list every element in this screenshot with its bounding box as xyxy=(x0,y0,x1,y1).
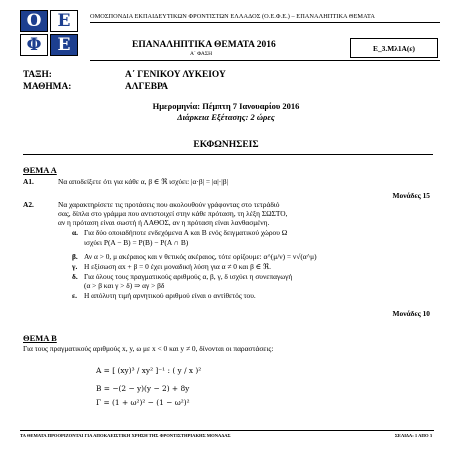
logo-letter: Ε xyxy=(50,10,78,32)
item-text: Για όλους τους πραγματικούς αριθμούς α, β, γ, δ ισχύει η συνεπαγωγή xyxy=(84,272,293,281)
item-text: ισχύει P(A − B) = P(B) − P(A ∩ B) xyxy=(84,238,189,247)
expression-b: B = −(2 − y)(y − 2) + 8y xyxy=(96,384,190,393)
question-a1-label: Α1. xyxy=(23,177,34,186)
question-a2-label: Α2. xyxy=(23,200,34,209)
item-label: α. xyxy=(72,228,78,237)
section-heading: ΕΚΦΩΝΗΣΕΙΣ xyxy=(193,140,259,150)
logo-letter: Ο xyxy=(20,10,48,32)
item-label: δ. xyxy=(72,272,78,281)
subject-label: ΜΑΘΗΜΑ: xyxy=(23,82,72,92)
item-text: Για δύο οποιαδήποτε ενδεχόμενα Α και Β ενός δειγματικού χώρου Ω xyxy=(84,228,288,237)
logo-letter: Ε xyxy=(50,34,78,56)
theme-b-intro: Για τους πραγματικούς αριθμούς x, y, ω με x < 0 και y ≠ 0, δίνονται οι παραστάσεις: xyxy=(23,344,274,353)
heading-divider xyxy=(23,154,433,155)
subject-value: ΑΛΓΕΒΡΑ xyxy=(125,82,169,92)
footer-divider xyxy=(20,430,434,431)
exam-phase: Α΄ ΦΑΣΗ xyxy=(190,51,213,57)
question-a2-line: Να χαρακτηρίσετε τις προτάσεις που ακολουθούν γράφοντας στο τετράδιό xyxy=(58,200,280,209)
question-a2-line: αν η πρόταση είναι σωστή ή ΛΑΘΟΣ, αν η πρόταση είναι λανθασμένη. xyxy=(58,218,270,227)
question-a1-text: Να αποδείξετε ότι για κάθε α, β ∈ ℜ ισχύει: |α·β| = |α|·|β| xyxy=(58,177,228,186)
header-divider xyxy=(90,22,440,23)
exam-duration: Διάρκεια Εξέτασης: 2 ώρες xyxy=(177,112,275,122)
title-divider xyxy=(90,60,440,61)
expression-a: A = [ (xy)³ / xy² ]⁻¹ : ( y / x )² xyxy=(96,366,202,375)
theme-a-title: ΘΕΜΑ Α xyxy=(23,165,57,175)
oefe-logo xyxy=(20,10,84,60)
item-label: β. xyxy=(72,252,78,261)
item-text: Αν α > 0, μ ακέραιος και ν θετικός ακέραιος, τότε ορίζουμε: α^(μ/ν) = ν√(α^μ) xyxy=(84,252,317,261)
organization-line: ΟΜΟΣΠΟΝΔΙΑ ΕΚΠΑΙΔΕΥΤΙΚΩΝ ΦΡΟΝΤΙΣΤΩΝ ΕΛΛΑΔΟΣ (Ο.Ε.Φ.Ε.) – ΕΠΑΝΑΛΗΠΤΙΚΑ ΘΕΜΑΤΑ xyxy=(90,13,375,20)
class-row xyxy=(23,70,226,80)
item-text: Η απόλυτη τιμή αρνητικού αριθμού είναι ο αντίθετός του. xyxy=(84,291,256,300)
question-a2-marks: Μονάδες 10 xyxy=(392,309,430,318)
expression-g: Γ = (1 + ω²)² − (1 − ω²)² xyxy=(96,398,190,407)
exam-title: ΕΠΑΝΑΛΗΠΤΙΚΑ ΘΕΜΑΤΑ 2016 xyxy=(132,40,276,50)
question-a2-line: σας, δίπλα στο γράμμα που αντιστοιχεί στην κάθε πρόταση, τη λέξη ΣΩΣΤΟ, xyxy=(58,209,288,218)
item-text: Η εξίσωση αx + β = 0 έχει μοναδική λύση για α ≠ 0 και β ∈ ℜ. xyxy=(84,262,271,271)
question-a1-marks: Μονάδες 15 xyxy=(392,191,430,200)
theme-b-title: ΘΕΜΑ Β xyxy=(23,333,57,343)
item-label: ε. xyxy=(72,291,78,300)
item-label: γ. xyxy=(72,262,78,271)
footer-notice: ΤΑ ΘΕΜΑΤΑ ΠΡΟΟΡΙΖΟΝΤΑΙ ΓΙΑ ΑΠΟΚΛΕΙΣΤΙΚΗ ΧΡΗΣΗ ΤΗΣ ΦΡΟΝΤΙΣΤΗΡΙΑΚΗΣ ΜΟΝΑΔΑΣ xyxy=(20,433,231,438)
subject-row xyxy=(23,82,168,92)
item-text: (α > β και γ > δ) ⇒ αγ > βδ xyxy=(84,281,165,290)
class-label: ΤΑΞΗ: xyxy=(23,70,52,80)
exam-code: Ε_3.Μλ1Α(ε) xyxy=(350,38,438,58)
logo-letter: Φ xyxy=(20,34,48,56)
page-number: ΣΕΛΙΔΑ: 1 ΑΠΟ 3 xyxy=(394,433,432,438)
class-value: Α΄ ΓΕΝΙΚΟΥ ΛΥΚΕΙΟΥ xyxy=(125,70,226,80)
exam-date: Ημερομηνία: Πέμπτη 7 Ιανουαρίου 2016 xyxy=(152,101,300,111)
